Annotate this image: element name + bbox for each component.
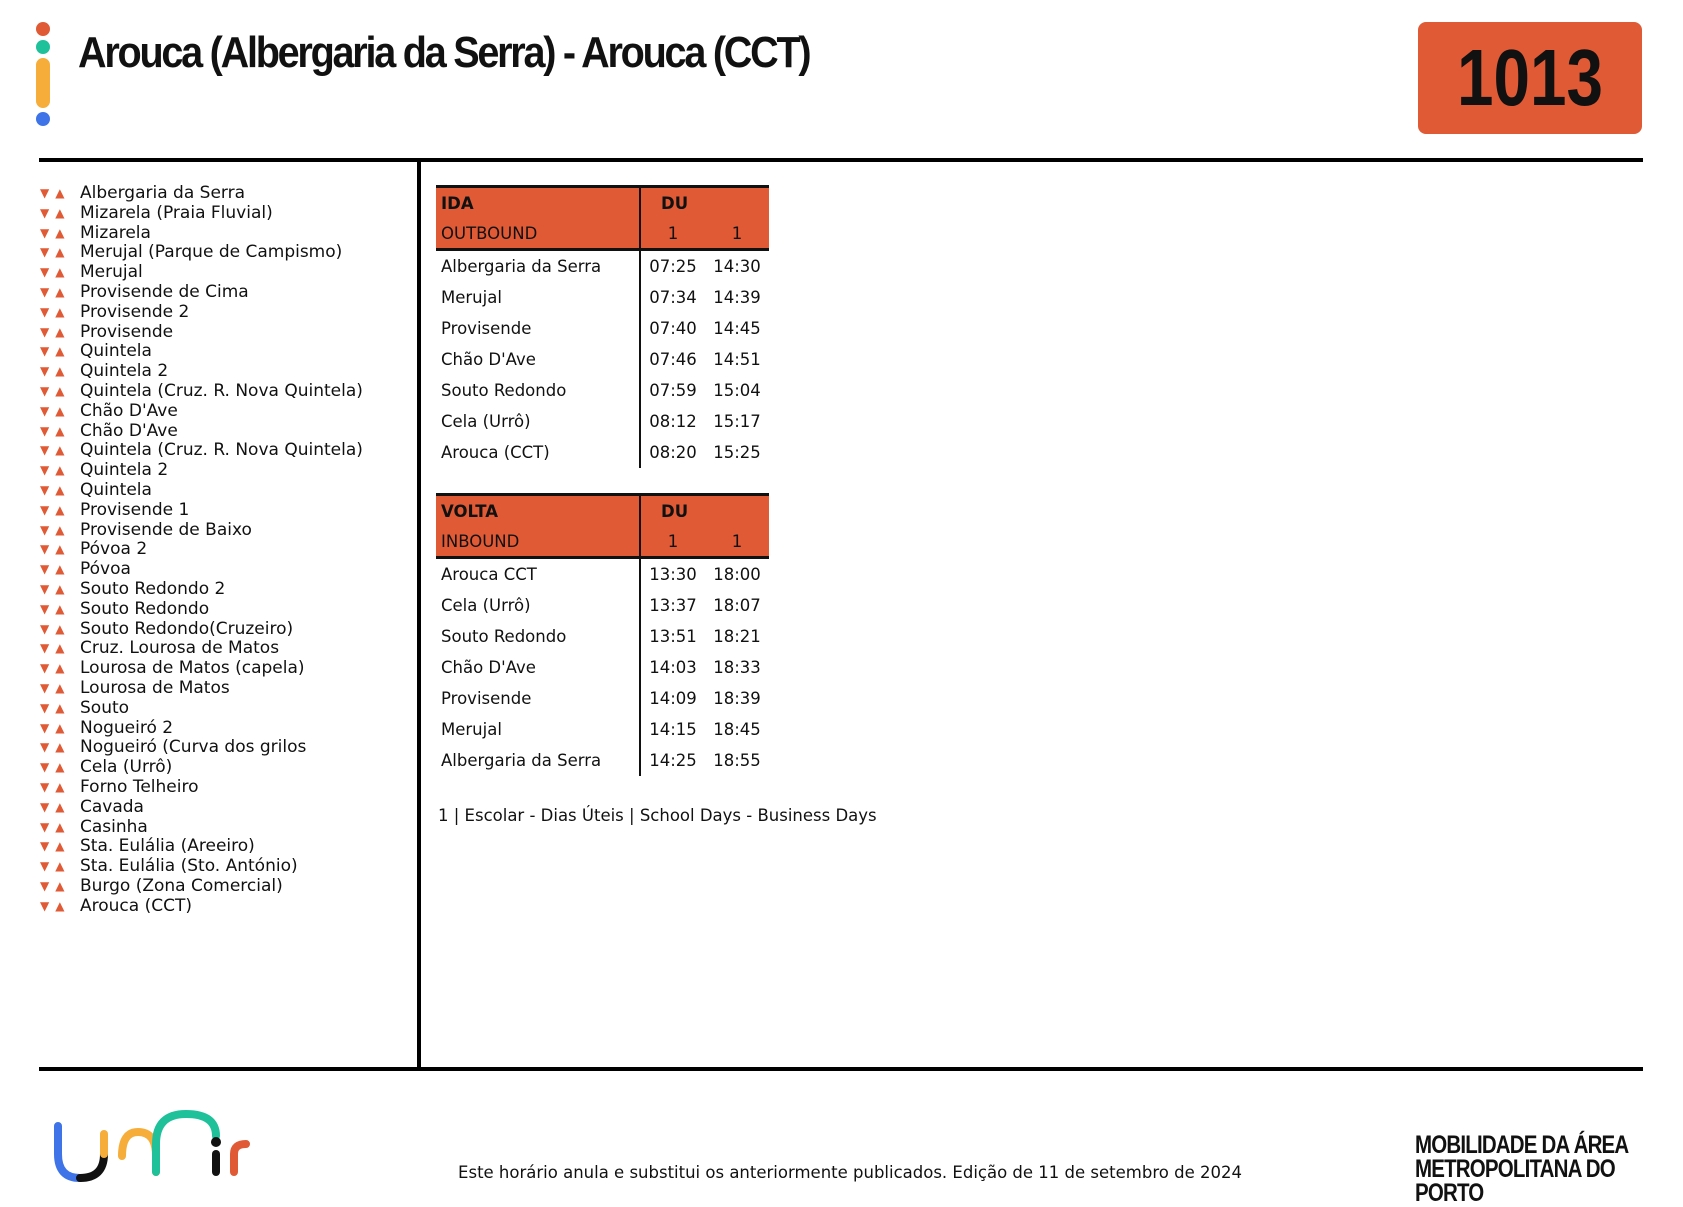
stop-name: Casinha (80, 816, 148, 837)
stop-name: Quintela 2 (80, 361, 169, 382)
stop-name: Nogueiró (Curva dos grilos (80, 737, 307, 758)
stop-item (40, 501, 363, 521)
stop-item (40, 303, 363, 323)
timetable-row (436, 652, 769, 683)
stop-name: Nogueiró 2 (80, 717, 174, 738)
departure-time: 18:21 (713, 627, 761, 646)
outbound-subheader-row (436, 218, 769, 250)
direction-arrows-icon: ▼▲ (40, 839, 71, 854)
direction-arrows-icon: ▼▲ (40, 661, 71, 676)
stop-name: Merujal (80, 262, 143, 283)
direction-arrows-icon: ▼▲ (40, 344, 71, 359)
direction-arrows-icon: ▼▲ (40, 482, 71, 497)
stop-item (40, 243, 363, 263)
stop-name: Chão D'Ave (80, 400, 178, 421)
row-stop-name: Chão D'Ave (436, 652, 640, 683)
stop-name: Quintela (Cruz. R. Nova Quintela) (80, 440, 363, 461)
stop-item (40, 857, 363, 877)
outbound-rows (436, 250, 769, 469)
row-stop-name: Albergaria da Serra (436, 745, 640, 776)
direction-arrows-icon: ▼▲ (40, 720, 71, 735)
amp-brand-line-2: METROPOLITANA DO PORTO (1415, 1155, 1615, 1207)
stop-name: Cela (Urrô) (80, 757, 173, 778)
direction-arrows-icon: ▼▲ (40, 859, 71, 874)
stop-item (40, 402, 363, 422)
stop-item (40, 600, 363, 620)
direction-arrows-icon: ▼▲ (40, 581, 71, 596)
direction-arrows-icon: ▼▲ (40, 403, 71, 418)
stop-name: Sta. Eulália (Sto. António) (80, 856, 298, 877)
departure-time: 18:45 (713, 720, 761, 739)
stop-name: Burgo (Zona Comercial) (80, 875, 283, 896)
edition-notice: Este horário anula e substitui os anteriormente publicados. Edição de 11 de setembro de 2024 (458, 1163, 1242, 1182)
stop-item (40, 362, 363, 382)
stop-name: Souto Redondo (80, 598, 210, 619)
line-number: 1013 (1457, 33, 1603, 122)
row-stop-name: Merujal (436, 714, 640, 745)
inbound-subheader-row (436, 526, 769, 558)
inbound-header-row (436, 495, 769, 527)
stop-item (40, 877, 363, 897)
stop-name: Quintela (80, 341, 152, 362)
stop-item (40, 422, 363, 442)
stop-name: Chão D'Ave (80, 420, 178, 441)
brand-dots (36, 22, 52, 130)
direction-arrows-icon: ▼▲ (40, 443, 71, 458)
outbound-day-type: DU (661, 193, 689, 213)
direction-arrows-icon: ▼▲ (40, 740, 71, 755)
stop-item (40, 778, 363, 798)
departure-time: 13:30 (649, 565, 697, 584)
direction-arrows-icon: ▼▲ (40, 779, 71, 794)
stop-item (40, 818, 363, 838)
timetable-row (436, 344, 769, 375)
vertical-divider (417, 160, 421, 1070)
timetable-row (436, 683, 769, 714)
stop-name: Póvoa (80, 559, 131, 580)
departure-time: 08:20 (649, 443, 697, 462)
timetable-row (436, 437, 769, 468)
bottom-divider (39, 1067, 1643, 1071)
stop-item (40, 639, 363, 659)
timetable-row (436, 250, 769, 283)
direction-arrows-icon: ▼▲ (40, 641, 71, 656)
timetable-row (436, 590, 769, 621)
departure-time: 18:07 (713, 596, 761, 615)
direction-arrows-icon: ▼▲ (40, 898, 71, 913)
inbound-timetable (436, 493, 769, 776)
direction-arrows-icon: ▼▲ (40, 621, 71, 636)
departure-time: 14:03 (649, 658, 697, 677)
departure-time: 18:33 (713, 658, 761, 677)
orange-dot (36, 22, 50, 36)
timetable-row (436, 313, 769, 344)
row-stop-name: Albergaria da Serra (436, 250, 640, 283)
departure-time: 14:51 (713, 350, 761, 369)
stop-item (40, 679, 363, 699)
inbound-rows (436, 558, 769, 777)
direction-arrows-icon: ▼▲ (40, 304, 71, 319)
stop-item (40, 521, 363, 541)
stop-name: Provisende 1 (80, 499, 190, 520)
timetable-row (436, 621, 769, 652)
stop-item (40, 323, 363, 343)
stop-item (40, 758, 363, 778)
stop-name: Albergaria da Serra (80, 183, 245, 203)
direction-arrows-icon: ▼▲ (40, 502, 71, 517)
direction-arrows-icon: ▼▲ (40, 364, 71, 379)
row-stop-name: Cela (Urrô) (436, 406, 640, 437)
stop-name: Arouca (CCT) (80, 895, 192, 916)
stop-name: Mizarela (Praia Fluvial) (80, 202, 273, 223)
direction-arrows-icon: ▼▲ (40, 799, 71, 814)
stop-item (40, 719, 363, 739)
stop-item (40, 837, 363, 857)
stop-item (40, 659, 363, 679)
timetable-row (436, 406, 769, 437)
direction-arrows-icon: ▼▲ (40, 562, 71, 577)
amp-brand-line-1: MOBILIDADE DA ÁREA (1415, 1131, 1629, 1159)
row-stop-name: Merujal (436, 282, 640, 313)
row-stop-name: Provisende (436, 313, 640, 344)
direction-arrows-icon: ▼▲ (40, 186, 71, 200)
stop-name: Cruz. Lourosa de Matos (80, 638, 280, 659)
departure-time: 08:12 (649, 412, 697, 431)
unir-logo (52, 1106, 262, 1188)
stop-name: Lourosa de Matos (80, 677, 230, 698)
direction-arrows-icon: ▼▲ (40, 423, 71, 438)
line-number-badge (1418, 22, 1642, 134)
direction-arrows-icon: ▼▲ (40, 680, 71, 695)
outbound-note-1: 1 (667, 223, 679, 243)
timetable-row (436, 282, 769, 313)
departure-time: 18:39 (713, 689, 761, 708)
row-stop-name: Provisende (436, 683, 640, 714)
stop-name: Souto (80, 697, 130, 718)
departure-time: 15:04 (713, 381, 761, 400)
row-stop-name: Souto Redondo (436, 375, 640, 406)
stop-item (40, 224, 363, 244)
direction-arrows-icon: ▼▲ (40, 225, 71, 240)
departure-time: 18:00 (713, 565, 761, 584)
stop-name: Provisende de Cima (80, 281, 249, 302)
stop-name: Lourosa de Matos (capela) (80, 658, 305, 679)
stop-item (40, 620, 363, 640)
timetable-row (436, 375, 769, 406)
stop-list (40, 184, 363, 916)
timetable-row (436, 558, 769, 591)
stop-item (40, 699, 363, 719)
stop-item (40, 580, 363, 600)
stop-item (40, 263, 363, 283)
direction-arrows-icon: ▼▲ (40, 601, 71, 616)
direction-arrows-icon: ▼▲ (40, 245, 71, 260)
departure-time: 14:25 (649, 751, 697, 770)
amp-brand (1415, 1133, 1635, 1205)
stop-item (40, 204, 363, 224)
row-stop-name: Arouca (CCT) (436, 437, 640, 468)
departure-time: 14:39 (713, 288, 761, 307)
stop-name: Sta. Eulália (Areeiro) (80, 836, 255, 857)
departure-time: 14:45 (713, 319, 761, 338)
stop-item (40, 738, 363, 758)
stop-name: Provisende (80, 321, 174, 342)
departure-time: 14:30 (713, 257, 761, 276)
stop-item (40, 897, 363, 917)
departure-time: 13:51 (649, 627, 697, 646)
top-divider (39, 158, 1643, 162)
direction-arrows-icon: ▼▲ (40, 205, 71, 220)
stop-item (40, 540, 363, 560)
row-stop-name: Cela (Urrô) (436, 590, 640, 621)
inbound-label: VOLTA (436, 495, 640, 527)
stop-item (40, 441, 363, 461)
stop-item (40, 342, 363, 362)
stop-name: Mizarela (80, 222, 151, 243)
stop-name: Cavada (80, 796, 144, 817)
stop-name: Souto Redondo 2 (80, 578, 226, 599)
direction-arrows-icon: ▼▲ (40, 878, 71, 893)
inbound-note-2: 1 (731, 531, 743, 551)
inbound-day-type: DU (661, 501, 689, 521)
stop-name: Provisende 2 (80, 301, 190, 322)
row-stop-name: Chão D'Ave (436, 344, 640, 375)
stop-item (40, 283, 363, 303)
departure-time: 14:09 (649, 689, 697, 708)
stop-name: Quintela (80, 479, 152, 500)
direction-arrows-icon: ▼▲ (40, 700, 71, 715)
outbound-timetable (436, 185, 769, 468)
stop-item (40, 382, 363, 402)
footnote: 1 | Escolar - Dias Úteis | School Days - Business Days (438, 806, 877, 825)
inbound-label-en: INBOUND (436, 526, 640, 558)
departure-time: 15:17 (713, 412, 761, 431)
outbound-label-en: OUTBOUND (436, 218, 640, 250)
departure-time: 07:40 (649, 319, 697, 338)
departure-time: 07:46 (649, 350, 697, 369)
direction-arrows-icon: ▼▲ (40, 284, 71, 299)
row-stop-name: Arouca CCT (436, 558, 640, 591)
timetable-row (436, 714, 769, 745)
departure-time: 14:15 (649, 720, 697, 739)
stop-item (40, 481, 363, 501)
stop-item (40, 184, 363, 204)
stop-name: Póvoa 2 (80, 539, 148, 560)
outbound-label: IDA (436, 187, 640, 219)
direction-arrows-icon: ▼▲ (40, 522, 71, 537)
row-stop-name: Souto Redondo (436, 621, 640, 652)
yellow-bar (36, 58, 50, 108)
outbound-header-row (436, 187, 769, 219)
departure-time: 07:34 (649, 288, 697, 307)
departure-time: 07:59 (649, 381, 697, 400)
departure-time: 13:37 (649, 596, 697, 615)
stop-item (40, 798, 363, 818)
direction-arrows-icon: ▼▲ (40, 542, 71, 557)
stop-item (40, 560, 363, 580)
stop-name: Souto Redondo(Cruzeiro) (80, 618, 294, 639)
stop-name: Quintela (Cruz. R. Nova Quintela) (80, 380, 363, 401)
stop-name: Quintela 2 (80, 460, 169, 481)
direction-arrows-icon: ▼▲ (40, 819, 71, 834)
green-dot (36, 40, 50, 54)
departure-time: 18:55 (713, 751, 761, 770)
stop-item (40, 461, 363, 481)
outbound-note-2: 1 (731, 223, 743, 243)
timetable-row (436, 745, 769, 776)
departure-time: 07:25 (649, 257, 697, 276)
departure-time: 15:25 (713, 443, 761, 462)
stop-name: Merujal (Parque de Campismo) (80, 242, 343, 263)
page-title: Arouca (Albergaria da Serra) - Arouca (CCT) (78, 28, 810, 77)
direction-arrows-icon: ▼▲ (40, 383, 71, 398)
inbound-note-1: 1 (667, 531, 679, 551)
direction-arrows-icon: ▼▲ (40, 324, 71, 339)
direction-arrows-icon: ▼▲ (40, 463, 71, 478)
direction-arrows-icon: ▼▲ (40, 760, 71, 775)
blue-dot (36, 112, 50, 126)
direction-arrows-icon: ▼▲ (40, 265, 71, 280)
stop-name: Forno Telheiro (80, 776, 199, 797)
stop-name: Provisende de Baixo (80, 519, 252, 540)
